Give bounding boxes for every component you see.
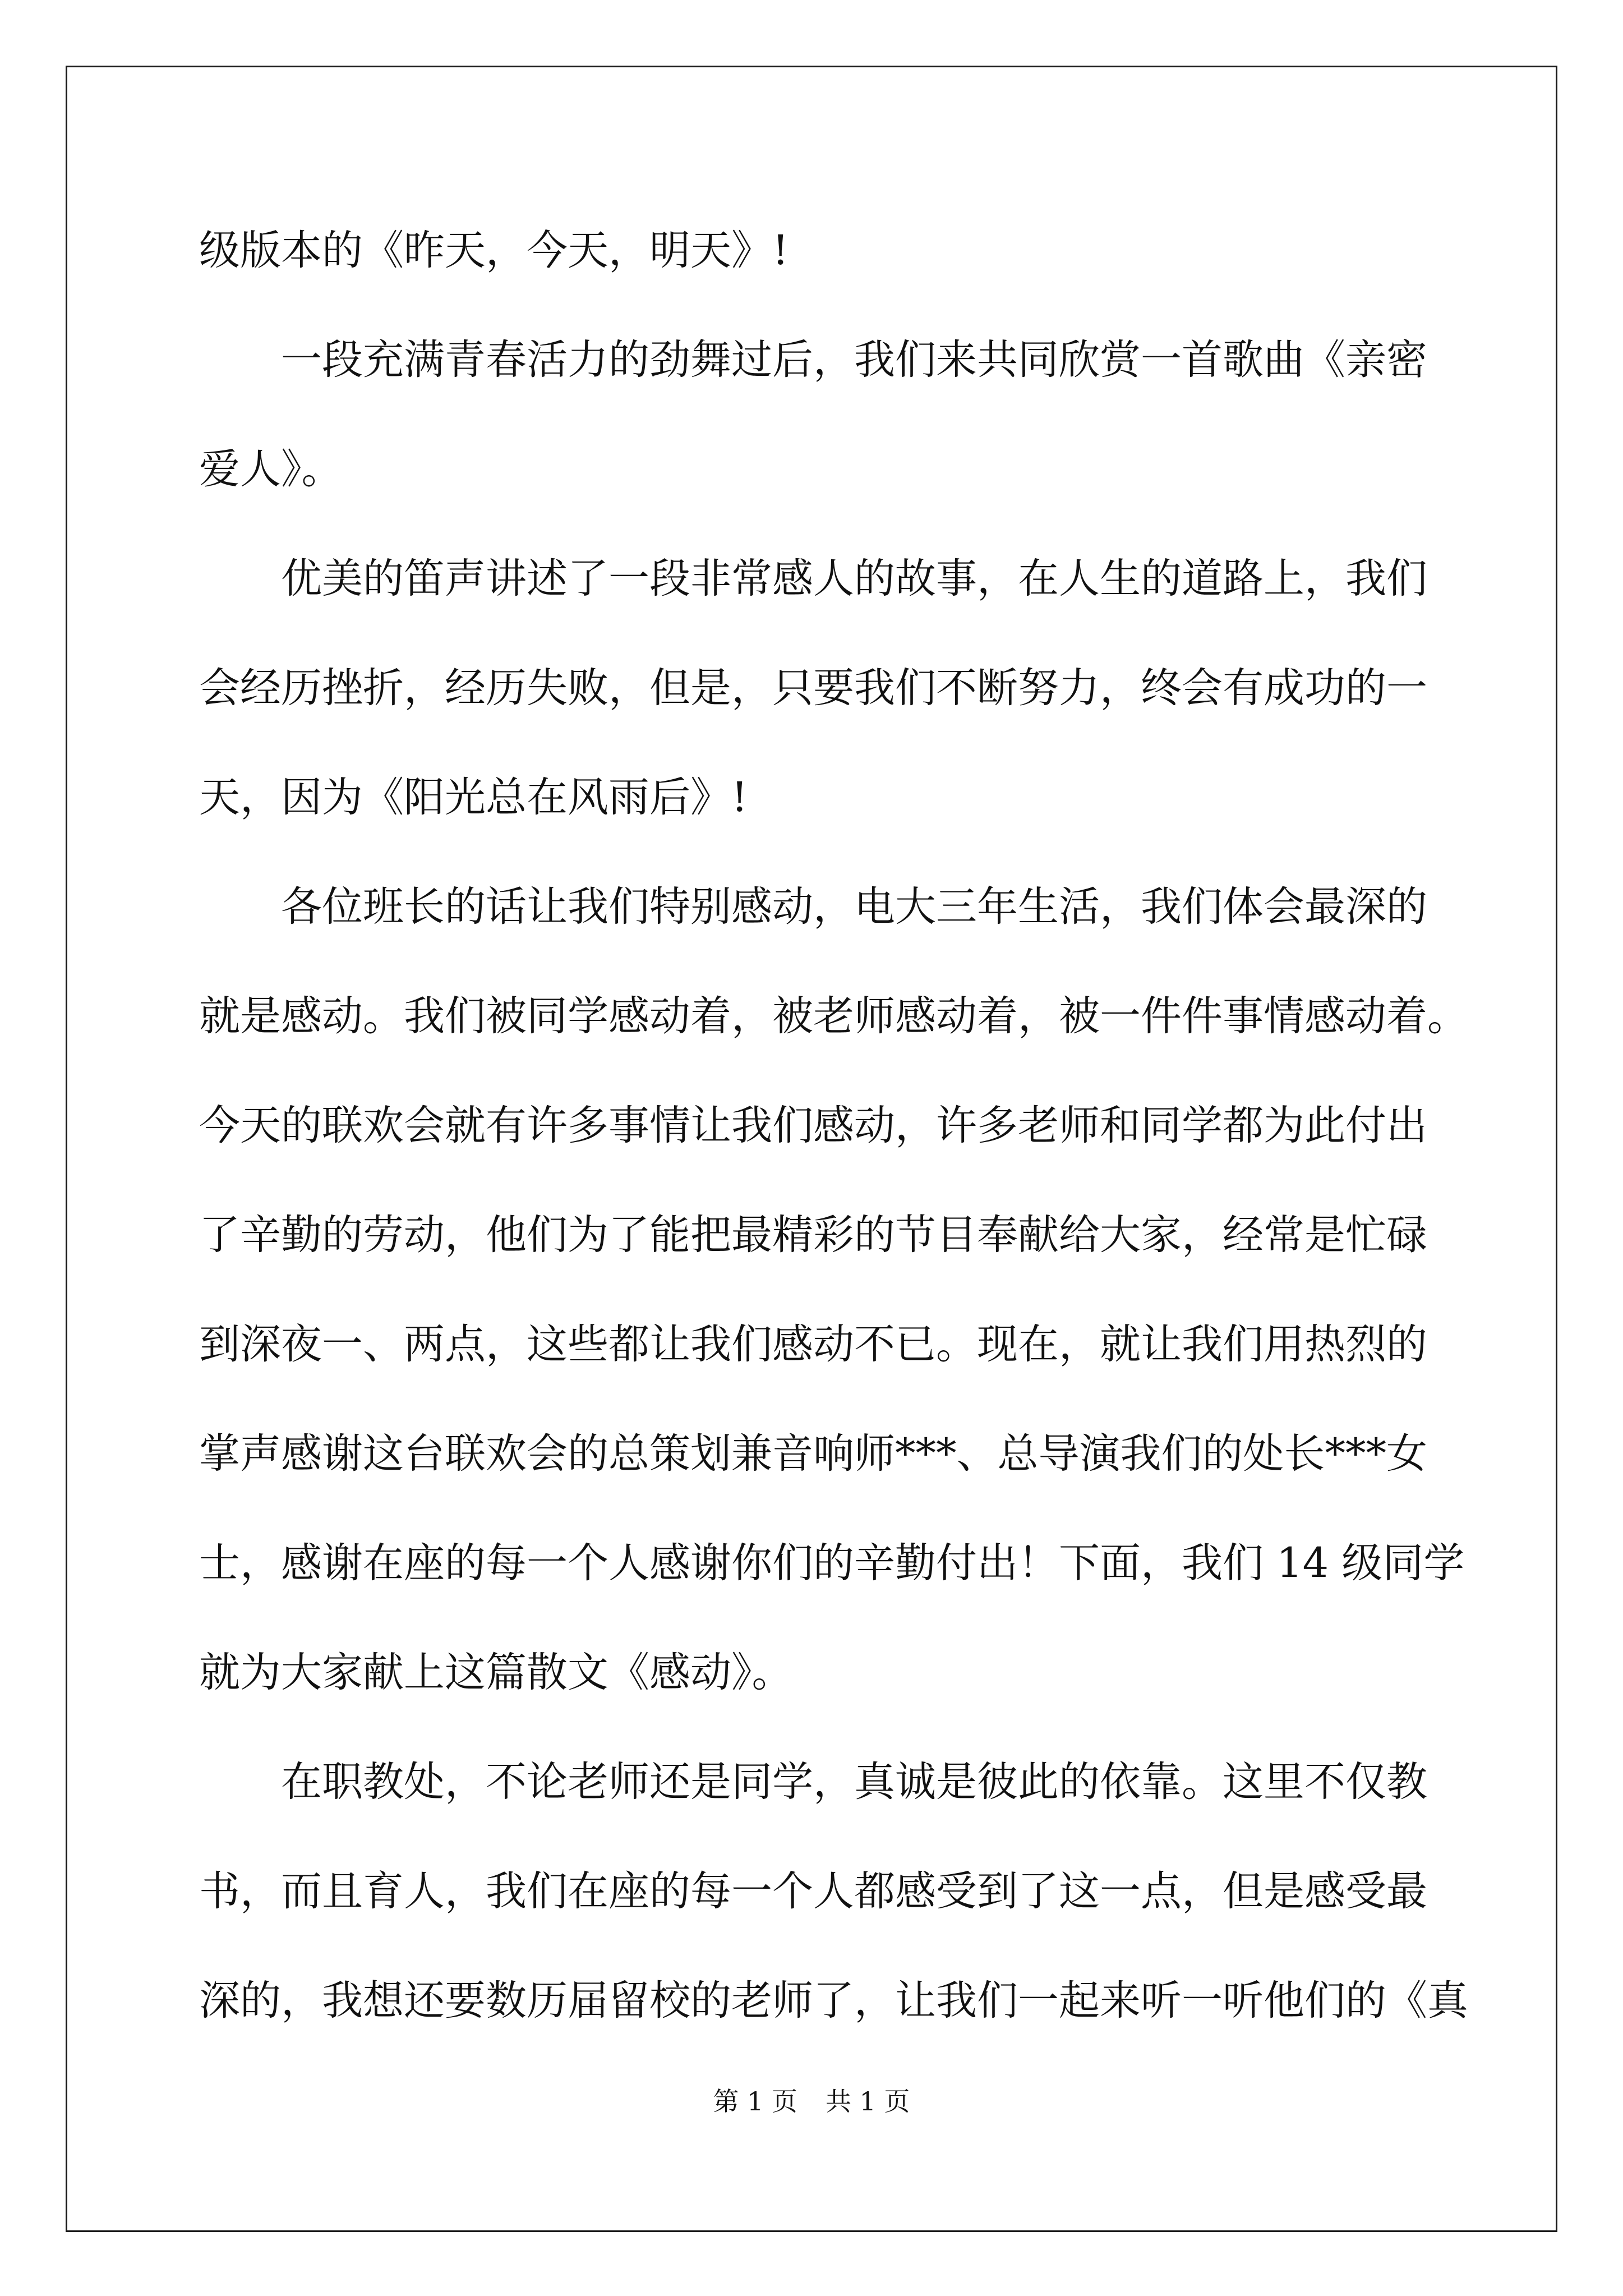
text-line: 深的，我想还要数历届留校的老师了，让我们一起来听一听他们的《真: [199, 1977, 1468, 2024]
text-line: 优美的笛声讲述了一段非常感人的故事，在人生的道路上，我们: [199, 555, 1427, 602]
text-line: 各位班长的话让我们特别感动，电大三年生活，我们体会最深的: [199, 883, 1427, 931]
text-line: 了辛勤的劳动，他们为了能把最精彩的节目奉献给大家，经常是忙碌: [199, 1211, 1427, 1259]
text-line: 一段充满青春活力的劲舞过后，我们来共同欣赏一首歌曲《亲密: [199, 336, 1427, 384]
text-line: 到深夜一、两点，这些都让我们感动不已。现在，就让我们用热烈的: [199, 1320, 1427, 1368]
text-line: 爱人》。: [199, 445, 343, 493]
text-line: 书，而且育人，我们在座的每一个人都感受到了这一点，但是感受最: [199, 1867, 1427, 1915]
page-total: 共 1 页: [826, 2086, 910, 2116]
text-line: 就是感动。我们被同学感动着，被老师感动着，被一件件事情感动着。: [199, 992, 1468, 1040]
page-footer: [0, 2085, 1623, 2118]
text-line: 掌声感谢这台联欢会的总策划兼音响师***、总导演我们的处长***女: [199, 1430, 1427, 1478]
text-line: 会经历挫折，经历失败，但是，只要我们不断努力，终会有成功的一: [199, 664, 1427, 712]
text-line: 级版本的《昨天，今天，明天》!: [199, 227, 789, 274]
page-number: 第 1 页: [713, 2086, 797, 2116]
text-line: 在职教处，不论老师还是同学，真诚是彼此的依靠。这里不仅教: [199, 1758, 1427, 1806]
text-line: 就为大家献上这篇散文《感动》。: [199, 1649, 793, 1696]
text-line: 天，因为《阳光总在风雨后》!: [199, 774, 748, 821]
document-body: [199, 214, 1467, 2074]
text-line: 今天的联欢会就有许多事情让我们感动，许多老师和同学都为此付出: [199, 1102, 1427, 1149]
text-line: 士，感谢在座的每一个人感谢你们的辛勤付出！下面，我们 14 级同学: [199, 1539, 1465, 1587]
